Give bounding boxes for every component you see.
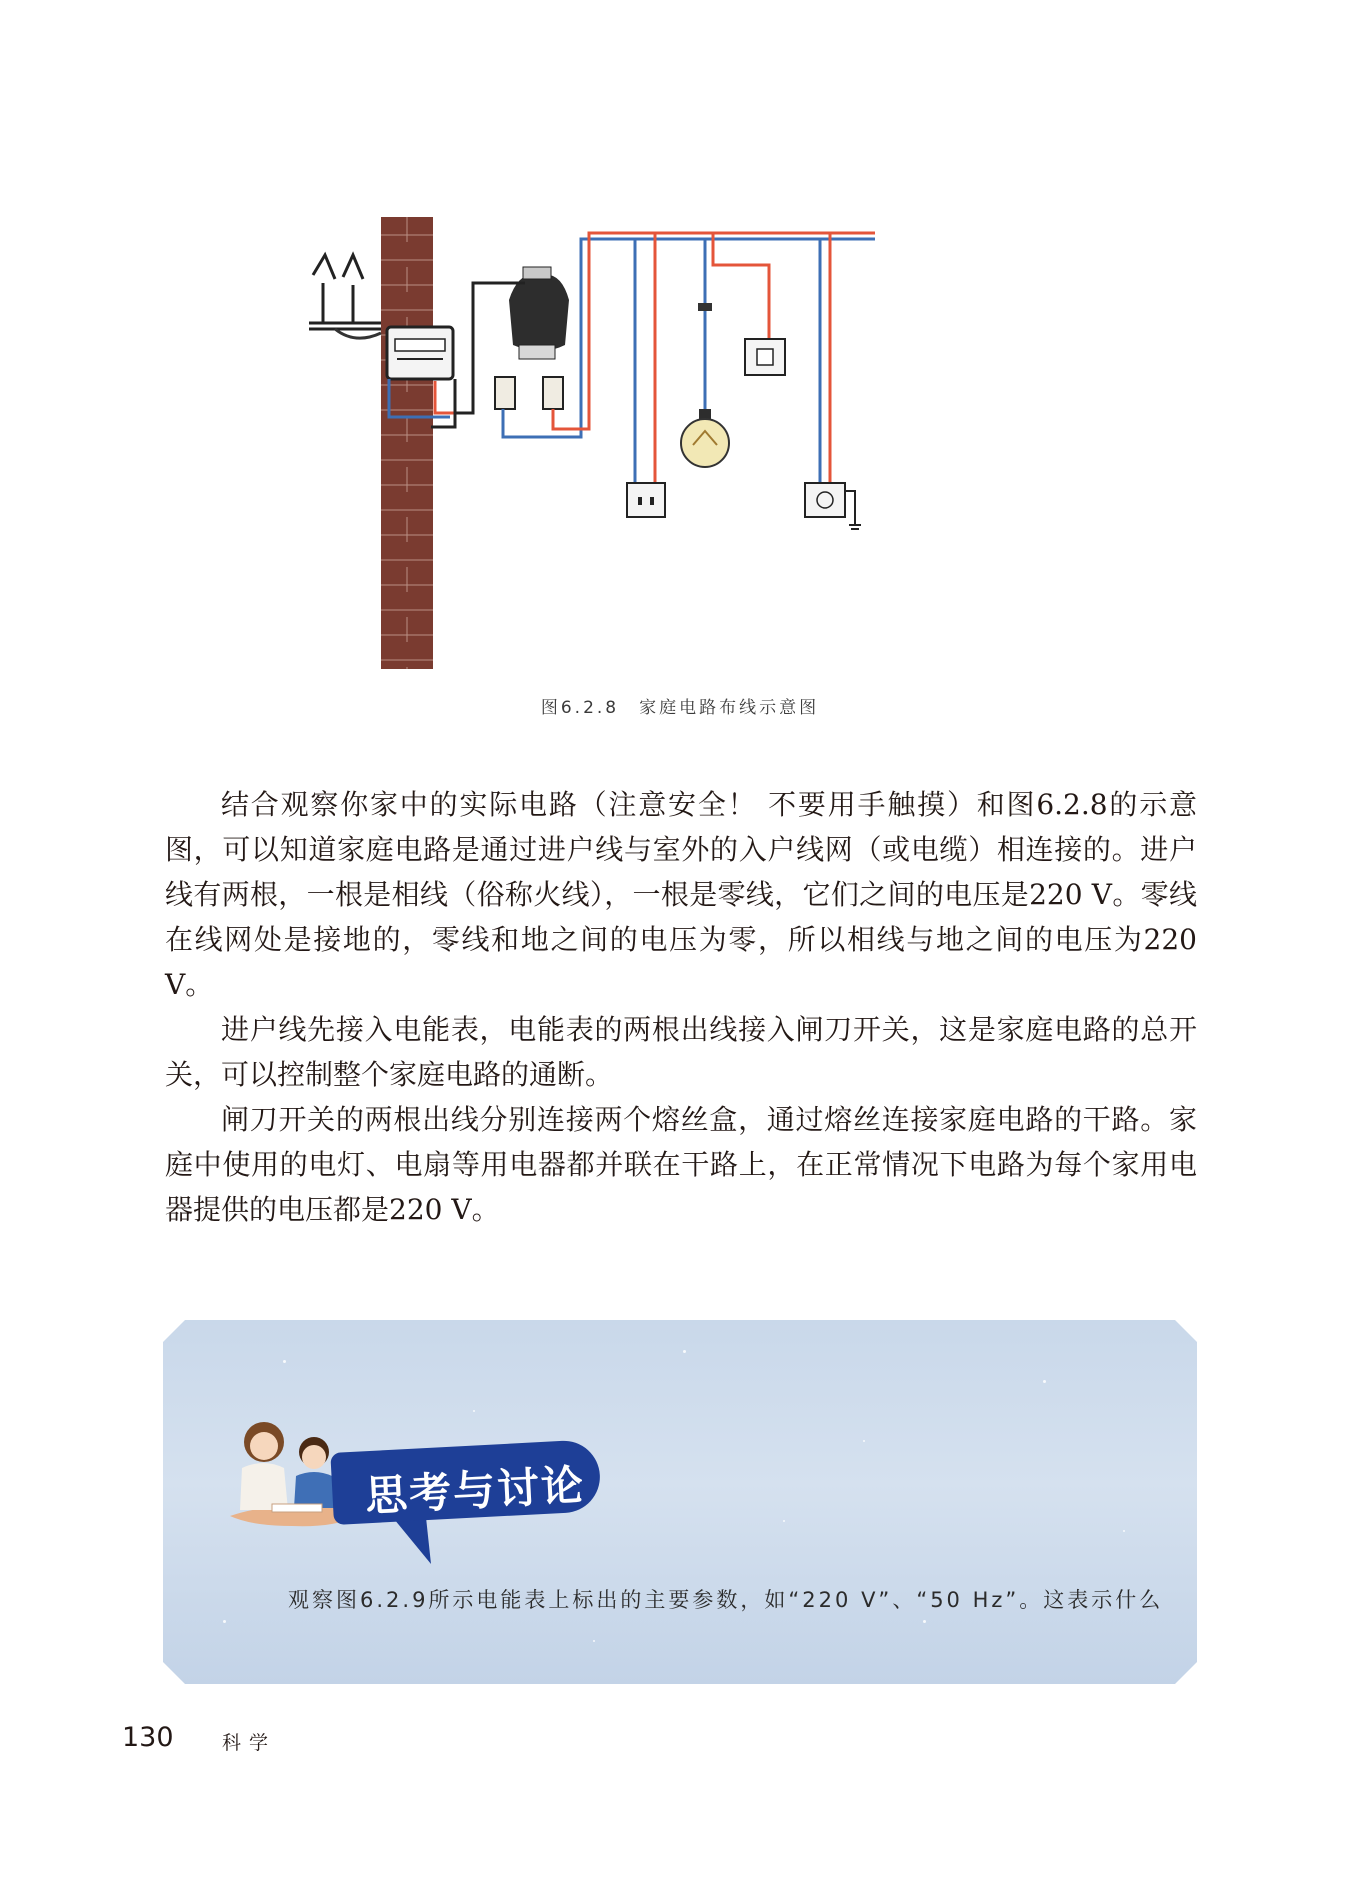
sparkle xyxy=(1123,1530,1125,1532)
home-wiring-diagram xyxy=(295,205,1055,675)
insulator-bracket xyxy=(309,255,381,338)
fuse-holder xyxy=(509,267,569,359)
paragraph: 闸刀开关的两根出线分别连接两个熔丝盒，通过熔丝连接家庭电路的干路。家庭中使用的电灯、电扇等用电器都并联在干路上，在正常情况下电路为每个家用电器提供的电压都是220 V。 xyxy=(165,1103,1197,1226)
discussion-title: 思考与讨论 xyxy=(363,1460,587,1521)
discussion-question: 观察图6.2.9所示电能表上标出的主要参数，如“220 V”、“50 Hz”。这表示什么 xyxy=(288,1588,1164,1612)
wall-switch xyxy=(745,339,785,375)
sparkle xyxy=(683,1350,686,1353)
sparkle xyxy=(923,1620,926,1623)
page-number: 130 xyxy=(122,1722,174,1753)
sparkle xyxy=(593,1640,595,1642)
wall-sockets xyxy=(627,483,861,529)
paragraph: 结合观察你家中的实际电路（注意安全！ 不要用手触摸）和图6.2.8的示意图，可以知道家庭电路是通过进户线与室外的入户线网（或电缆）相连接的。进户线有两根，一根是相线（俗称火线），一根是零线，它们之间的电压是220 V。零线在线网处是接地的，零线和地之间的电压为零，所以相线与地之间的电压为220 V。 xyxy=(165,788,1197,1001)
paragraph: 进户线先接入电能表，电能表的两根出线接入闸刀开关，这是家庭电路的总开关，可以控制整个家庭电路的通断。 xyxy=(165,1013,1197,1091)
neutral-wires xyxy=(389,239,875,499)
body-text xyxy=(165,782,1197,1232)
sparkle xyxy=(863,1440,865,1442)
electric-meter xyxy=(387,327,453,379)
sparkle xyxy=(783,1520,785,1522)
brick-wall xyxy=(381,217,433,669)
figure-caption: 图6.2.8 家庭电路布线示意图 xyxy=(540,698,820,718)
live-wires xyxy=(435,233,875,499)
sparkle xyxy=(283,1360,286,1363)
sparkle xyxy=(223,1620,226,1623)
fuse-boxes xyxy=(495,377,563,409)
sparkle xyxy=(1043,1380,1046,1383)
book-title: 科学 xyxy=(222,1732,277,1754)
sparkle xyxy=(473,1410,475,1412)
